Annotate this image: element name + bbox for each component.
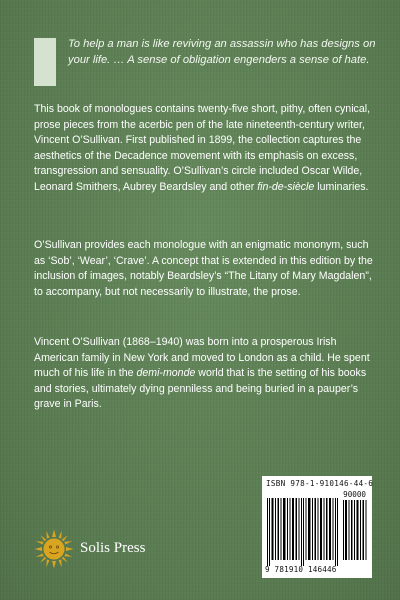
description-paragraph-2: O’Sullivan provides each monologue with an enigmatic mononym, such as ‘Sob’, ‘Wear’, ‘Crave’. A concept that is extended in this edition by the inclusion of images, notably Beardsley’s “The Litany of Mary Magdalen”, to accompany, but not necessarily to illustrate, the prose. — [34, 239, 373, 298]
paragraph-1-text: This book of monologues contains twenty-five short, pithy, often cynical, prose pieces from the acerbic pen of the late nineteenth-century writer, Vincent O’Sullivan. First published in 1899, the collection captures the aesthetics of the Decadence movement with its emphasis on excess, transgression and sensuality. O’Sullivan’s circle included Oscar Wilde, Leonard Smithers, Aubrey Beardsley and other — [34, 103, 371, 193]
price-code: 90000 — [343, 490, 366, 499]
publisher-name: Solis Press — [80, 540, 146, 556]
isbn-barcode — [262, 476, 372, 578]
barcode-addon-bars — [343, 500, 367, 560]
paragraph-1-end: luminaries. — [314, 180, 369, 193]
isbn-label: ISBN 978-1-910146-44-6 — [266, 479, 374, 488]
sun-icon — [34, 529, 74, 569]
barcode-bars — [267, 498, 339, 566]
description-paragraph-1 — [34, 102, 376, 196]
paragraph-3-italic: demi-monde — [136, 367, 196, 380]
paragraph-1-italic: fin-de-siècle — [257, 180, 315, 193]
barcode-digits: 9 781910 146446 — [265, 565, 337, 574]
quote-accent-bar — [34, 38, 56, 86]
quote-text: To help a man is like reviving an assassin who has designs on your life. … A sense of obligation engenders a sense of hate. — [68, 38, 376, 66]
epigraph-quote — [34, 38, 374, 96]
paragraph-3-end: world that is the setting of his books and stories, ultimately dying penniless and being buried in a pauper’s grave in Paris. — [34, 367, 367, 411]
paragraph-3-text: Vincent O’Sullivan (1868–1940) was born into a prosperous Irish American family in New York and moved to London as a child. He spent much of his life in the — [34, 336, 370, 380]
description-paragraph-3 — [34, 335, 376, 413]
